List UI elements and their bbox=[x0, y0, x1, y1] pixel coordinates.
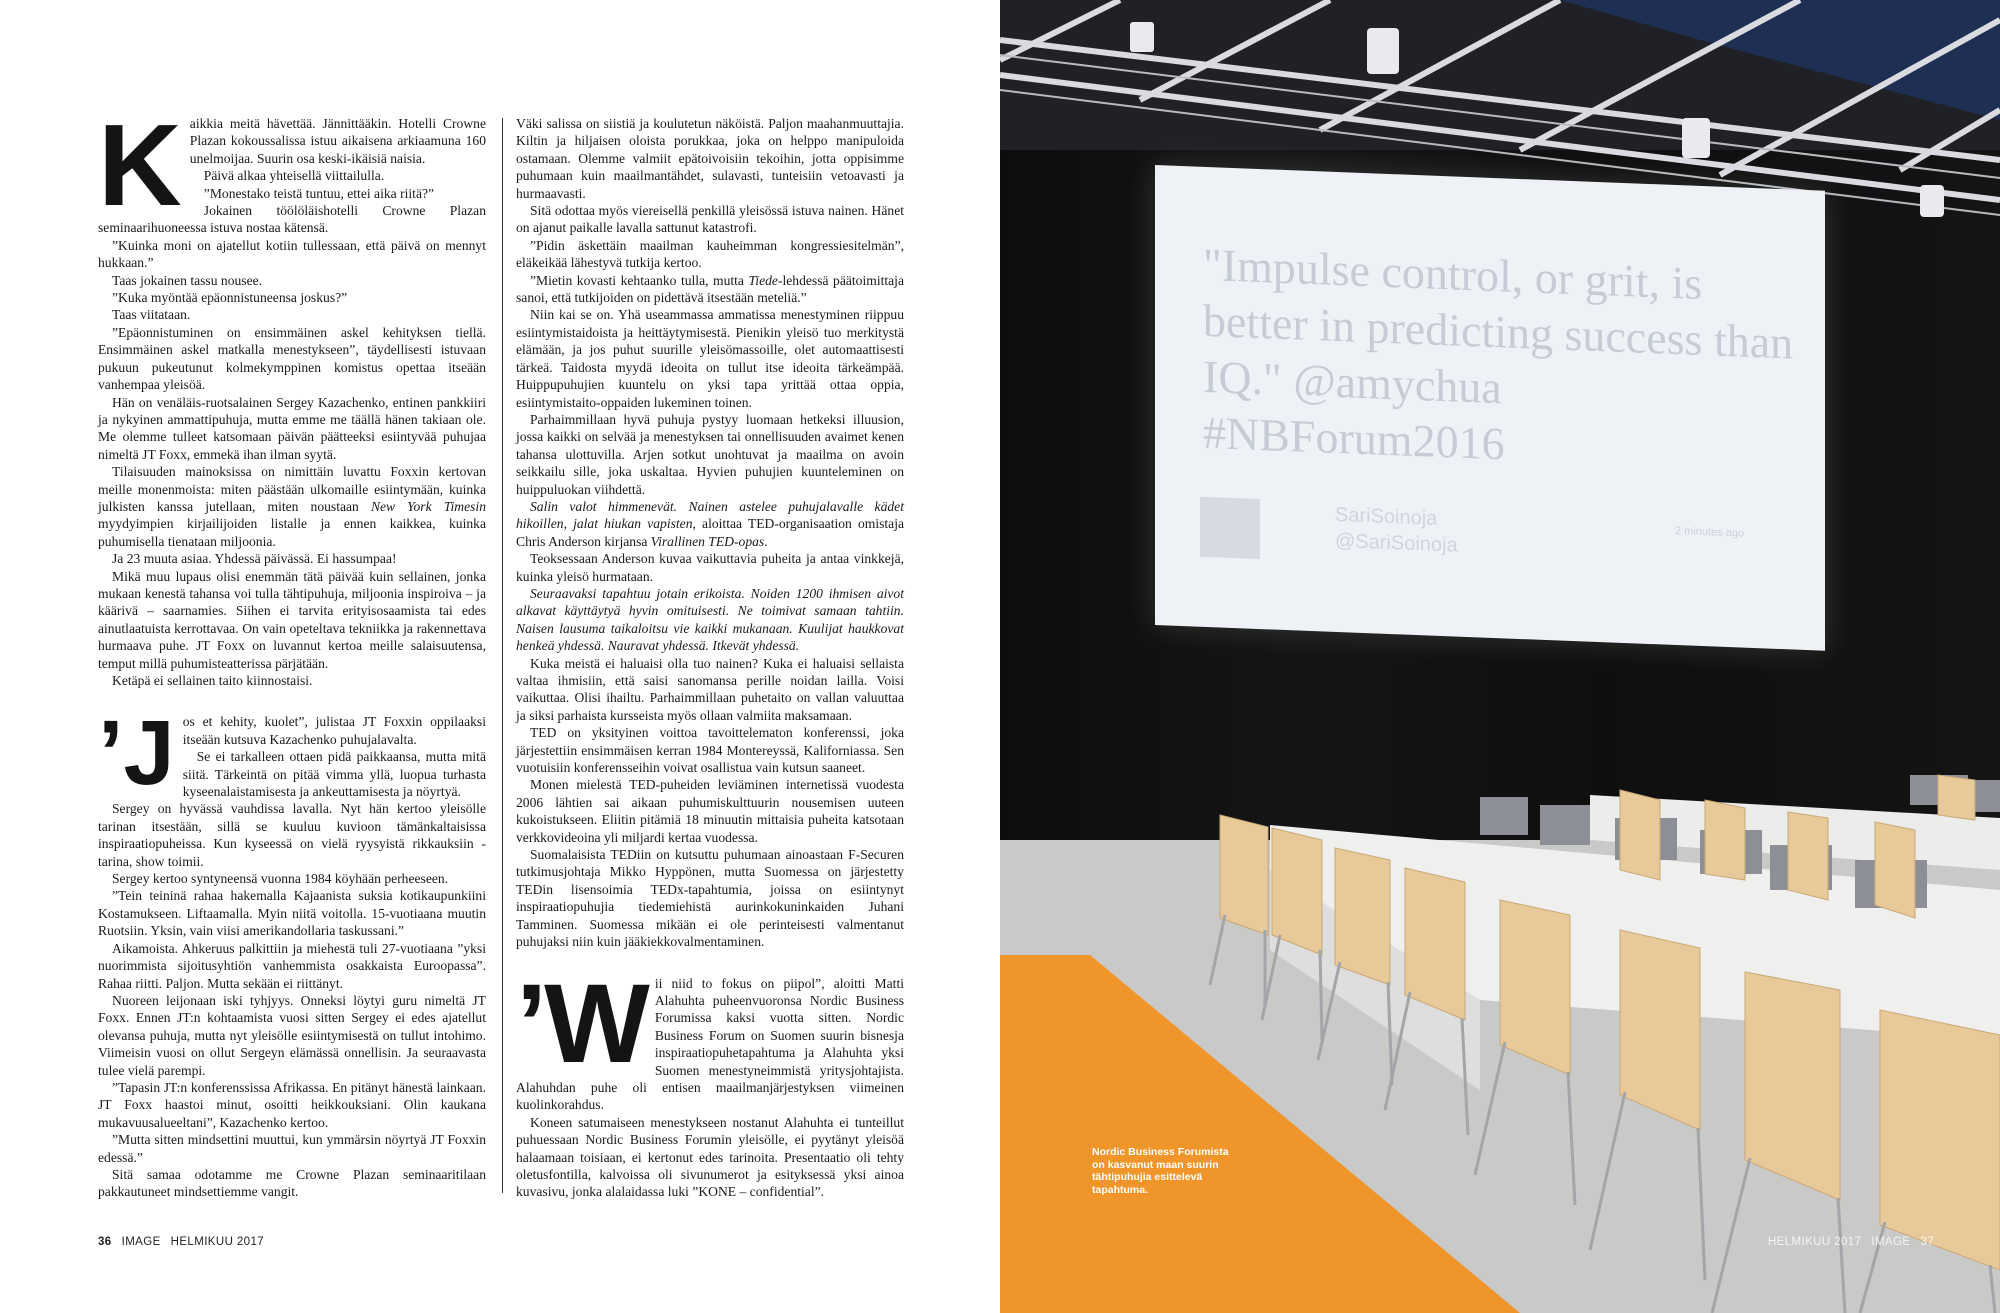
italic-run: Tiede bbox=[748, 272, 778, 288]
paragraph bbox=[98, 463, 486, 550]
paragraph: Väki salissa on siistiä ja koulutetun näköistä. Paljon maahanmuuttajia. Kiltin ja hiljaisen oloista porukkaa, joka on helppo manipuloida ostamaan. Olemme valmiit epätoivoisiin tekoihin, jotta oppisimme puhumaan kuin maailmantähdet, sulavasti, tunteisiin vetoavasti ja hurmaavasti. bbox=[516, 116, 904, 201]
tweet-quote: "Impulse control, or grit, is better in predicting success than IQ." @amychua #NBForum2016 bbox=[1203, 238, 1794, 470]
paragraph: TED on yksityinen voittoa tavoittelematon konferenssi, joka järjestettiin ensimmäisen kerran 1984 Montereyssä, Kaliforniassa. Sen vuotuisiin konferensseihin voivat osallistua vain kutsun saaneet. bbox=[516, 725, 904, 776]
folio-right bbox=[1758, 1236, 1934, 1248]
paragraph: ii niid to fokus on piipol”, aloitti Matti Alahuhta puheenvuoronsa Nordic Business Forumissa kaksi vuotta sitten. Nordic Business Forum on Suomen suurin bisnesja inspiraatiopuhetapahtuma ja Alahuhta yksi Suomen menestyneimmistä yritysjohtajista. Alahuhdan puhe oli entisen maailmanjärjestyksen viimeinen kuolinkorahdus. bbox=[516, 975, 904, 1113]
text-column-2 bbox=[516, 115, 904, 1201]
paragraph: Suomalaisista TEDiin on kutsuttu puhumaan ainoastaan F-Securen tutkimusjohtaja Mikko Hyppönen, mutta Suomessa on järjestetty TEDin lisensoimia TEDx-tapahtumia, joissa on esiintynyt inspiraatiopuhujia tiedemiehistä aurinkokuninkaiden Juhani Tamminen. Suomessa mikään ei ole perinteisesti valmentanut puhujaksi niin kuin jääkiekkovalmentaminen. bbox=[516, 847, 904, 950]
paragraph: ”Kuka myöntää epäonnistuneensa joskus?” bbox=[112, 290, 348, 306]
paragraph bbox=[516, 498, 904, 550]
dropcap-w: ’W bbox=[516, 960, 647, 1086]
paragraph: Teoksessaan Anderson kuvaa vaikuttavia puheita ja antaa vinkkejä, kuinka yleisö hurmataan. bbox=[516, 551, 904, 584]
text-run: myydyimpien kirjailijoiden listalle ja ennen kaikkea, kuinka puhumisella tienataan miljoonia. bbox=[98, 516, 486, 549]
paragraph: Taas jokainen tassu nousee. bbox=[112, 272, 263, 288]
paragraph: Sitä samaa odotamme me Crowne Plazan seminaaritilaan pakkautuneet mindsettiemme vangit. bbox=[98, 1166, 486, 1200]
page-number: 37 bbox=[1920, 1236, 1934, 1248]
paragraph: Taas viitataan. bbox=[112, 307, 191, 323]
italic-run: Salin valot himmenevät. Nainen astelee puhujalavalle kädet hikoillen, jalat hiukan vapisten, bbox=[516, 498, 904, 532]
event-photo bbox=[1000, 0, 2000, 1313]
paragraph: ”Tapasin JT:n konferenssissa Afrikassa. En pitänyt hänestä lainkaan. JT Foxx haastoi minut, osoitti heikkouksiani. Olin kaukana mukavuusalueeltani”, Kazachenko kertoo. bbox=[98, 1079, 486, 1130]
tweet-time: 2 minutes ago bbox=[1675, 524, 1745, 540]
paragraph: Niin kai se on. Yhä useammassa ammatissa menestyminen riippuu esiintymistaidoista ja heittäytymisestä. Pienikin yleisö tuo merkitystä elämään, ja jos puhut suurille yleisömassoille, olet automaattisesti tärkeä. Taidosta myydä ideoita on tullut itse ideoita tärkeämpää. Huippupuhujien kuuntelu on yksi tapa yrittää ottaa oppia, esiintymistaito-oppaiden lukeminen toinen. bbox=[516, 307, 904, 410]
paragraph: Kuka meistä ei haluaisi olla tuo nainen? Kuka ei haluaisi sellaista valtaa ihmisiin, että saisi sanomansa perille noidan lailla. Voisi vaikuttaa. Olisi ihailtu. Parhaimmillaan puhetaito on vallan valuuttaa ja siksi parhaista kursseista myös ollaan valmiita maksamaan. bbox=[516, 655, 904, 723]
paragraph: Monen mielestä TED-puheiden leviäminen internetissä vuodesta 2006 lähtien sai aikaan puhumiskulttuurin nousemisen uuteen kukoistukseen. Eliitin pitämiä 18 minuutin mittaisia puheita katsotaan verkkovideoina yli miljardi kertaa vuodessa. bbox=[516, 777, 904, 845]
paragraph: ”Epäonnistuminen on ensimmäinen askel kehityksen tiellä. Ensimmäinen askel matkalla menestykseen”, täydellisesti istuvaan pukuun pukeutunut kolmekymppinen komistus opettaa itseään vanhempaa yleisöä. bbox=[98, 324, 486, 393]
paragraph: ”Tein teininä rahaa hakemalla Kajaanista suksia kotikaupunkiini Kostamukseen. Liftaamalla. Myin niitä voitolla. 15-vuotiaana muutin Ruotsiin. Yksin, vain viisi amerikandollaria taskussani.” bbox=[98, 888, 486, 939]
paragraph: Sergey on hyvässä vauhdissa lavalla. Nyt hän kertoo yleisölle tarinan itsestään, sillä se kuuluu kuvioon tämänkaltaisissa inspiraatiopuheissa. Kun kyseessä on vielä ryysyistä rikkauksiin -tarina, show toimii. bbox=[98, 801, 486, 869]
photo-caption: Nordic Business Forumista on kasvanut maan suurin tähtipuhujia esittelevä tapahtuma. bbox=[1092, 1146, 1229, 1196]
paragraph: Sergey kertoo syntyneensä vuonna 1984 köyhään perheeseen. bbox=[112, 871, 449, 887]
text-run: ”Mietin kovasti kehtaanko tulla, mutta bbox=[530, 272, 749, 288]
dropcap-k: K bbox=[98, 100, 182, 230]
paragraph: Se ei tarkalleen ottaen pidä paikkaansa, mutta mitä siitä. Tärkeintä on pitää vimma yllä, luopua turhasta kyseenalaistamisesta ja ankeuttamisesta ja nöyrtyä. bbox=[182, 749, 486, 800]
paragraph: Jokainen töölöläishotelli Crowne Plazan seminaarihuoneessa istuva nostaa kätensä. bbox=[98, 203, 486, 236]
text-run: . bbox=[764, 533, 768, 549]
text-column-1 bbox=[98, 100, 486, 1201]
tweet-handle: @SariSoinoja bbox=[1335, 529, 1458, 557]
paragraph bbox=[516, 272, 904, 307]
paragraph: ”Mutta sitten mindsettini muuttui, kun ymmärsin nöyrtyä JT Foxxin edessä.” bbox=[98, 1132, 486, 1165]
paragraph: Hän on venäläis-ruotsalainen Sergey Kazachenko, entinen pankkiiri ja nykyinen ammattipuhuja, mutta emme me täällä hänen takiaan ole. Me olemme tulleet katsomaan päivän päätteeksi esiintyvää puhujaa nimeltä JT Foxx, emmekä ihan ilman syytä. bbox=[98, 394, 486, 462]
issue-date: HELMIKUU 2017 bbox=[170, 1236, 265, 1248]
magazine-name: IMAGE bbox=[1871, 1236, 1911, 1248]
folio-left bbox=[98, 1236, 274, 1248]
paragraph: os et kehity, kuolet”, julistaa JT Foxxin oppilaaksi itseään kutsuva Kazachenko puhujalavalta. bbox=[182, 714, 486, 747]
paragraph: Parhaimmillaan hyvä puhuja pystyy luomaan hetkeksi illuusion, jossa kaikki on selvää ja menestyksen tai onnellisuuden avaimet kenen tahansa ulottuvilla. Arjen sotkut unohtuvat ja maailma on avoin seikkailu sille, joka uskaltaa. Hyvien puhujien kuunteleminen on huippuluokan viihdettä. bbox=[516, 411, 904, 497]
paragraph: ”Monestako teistä tuntuu, ettei aika riitä?” bbox=[203, 185, 435, 201]
magazine-name: IMAGE bbox=[121, 1236, 161, 1248]
paragraph: Ketäpä ei sellainen taito kiinnostaisi. bbox=[112, 673, 313, 688]
paragraph: Nuoreen leijonaan iski tyhjyys. Onneksi löytyi guru nimeltä JT Foxx. Ennen JT:n kohtaamista vuosi sitten Sergey ei edes ajatellut olevansa puhuja, mutta nyt yleisölle esiintymisestä on tullut intohimo. Viimeisin vuosi on ollut Sergeyn elämässä onnellisin. Ja seuraavasta tulee vielä parempi. bbox=[98, 992, 486, 1078]
column-rule bbox=[502, 118, 503, 1193]
text-run: aloittaa TED-organisaation omistaja Chris Anderson kirjansa bbox=[516, 516, 905, 549]
paragraph: ”Pidin äskettäin maailman kauheimman kongressiesitelmän”, eläkeikää lähestyvä tutkija kertoo. bbox=[516, 237, 904, 271]
text-run: Tilaisuuden mainoksissa on nimittäin luvattu Foxxin kertovan meille monenmoista: miten päästään ulkomaille esiintymään, kuinka julkisten kanssa jutellaan, miten noustaan bbox=[98, 464, 486, 514]
paragraph: Päivä alkaa yhteisellä viittailulla. bbox=[203, 168, 385, 184]
paragraph: ”Kuinka moni on ajatellut kotiin tullessaan, että päivä on mennyt hukkaan.” bbox=[98, 237, 486, 271]
dropcap-j: ’J bbox=[98, 702, 175, 805]
paragraph: Aikamoista. Ahkeruus palkittiin ja miehestä tuli 27-vuotiaana ”yksi nuorimmista sijoitusyhtiön vanhemmista osakkaista Euroopassa”. Rahaa riitti. Paljon. Mutta sekään ei riittänyt. bbox=[98, 940, 486, 991]
page-number: 36 bbox=[98, 1236, 112, 1248]
paragraph: Sitä odottaa myös viereisellä penkillä yleisössä istuva nainen. Hänet on ajanut paikalle lavalla sattunut katastrofi. bbox=[516, 203, 904, 236]
paragraph: Mikä muu lupaus olisi enemmän tätä päivää kuin sellainen, jonka mukaan kenestä tahansa voi tulla tähtipuhuja, miljoonia inspiroiva – ja käärivä – saarnamies. Siihen ei tarvita erityisosaamista tai edes ainutlaatuista kerrottavaa. On vain opeteltava tekniikka ja rakennettava hurmaava puhe. JT Foxx on luvannut kertoa meille salaisuutensa, temput millä puhumisteatterissa pärjätään. bbox=[98, 568, 486, 671]
tables-and-chairs bbox=[1000, 0, 2000, 1313]
text-run: -lehdessä päätoimittaja sanoi, että tutkijoiden on pidettävä itsestään meteliä.” bbox=[516, 272, 904, 306]
paragraph: aikkia meitä hävettää. Jännittääkin. Hotelli Crowne Plazan kokoussalissa istuu aikaisena arkiaamuna 160 unelmoijaa. Suurin osa keski-ikäisiä naisia. bbox=[189, 116, 486, 166]
italic-run: Virallinen TED-opas bbox=[650, 533, 765, 549]
italic-run: New York Timesin bbox=[370, 498, 486, 514]
paragraph: Koneen satumaiseen menestykseen nostanut Alahuhta ei tunteillut puhuessaan Nordic Business Forumin yleisölle, ei pyytänyt yleisöä halaamaan toisiaan, ei kertonut edes tarinoita. Presentaatio oli tehty oletusfontilla, kalvoissa oli sivunumerot ja esityksessä yksi ainoa kuvasivu, jonka alalaidassa luki ”KONE – confidential”. bbox=[516, 1114, 904, 1200]
paragraph: Seuraavaksi tapahtuu jotain erikoista. Noiden 1200 ihmisen aivot alkavat käyttäytyä hyvin omituisesti. Ne toimivat samaan tahtiin. Naisen lausuma taikaloitsu vie kaikki mukanaan. Kuulijat haukkovat henkeä yhdessä. Nauravat yhdessä. Itkevät yhdessä. bbox=[516, 585, 904, 654]
paragraph: Ja 23 muuta asiaa. Yhdessä päivässä. Ei hassumpaa! bbox=[112, 551, 397, 567]
issue-date: HELMIKUU 2017 bbox=[1767, 1236, 1862, 1248]
tweet-name: SariSoinoja bbox=[1335, 503, 1438, 530]
